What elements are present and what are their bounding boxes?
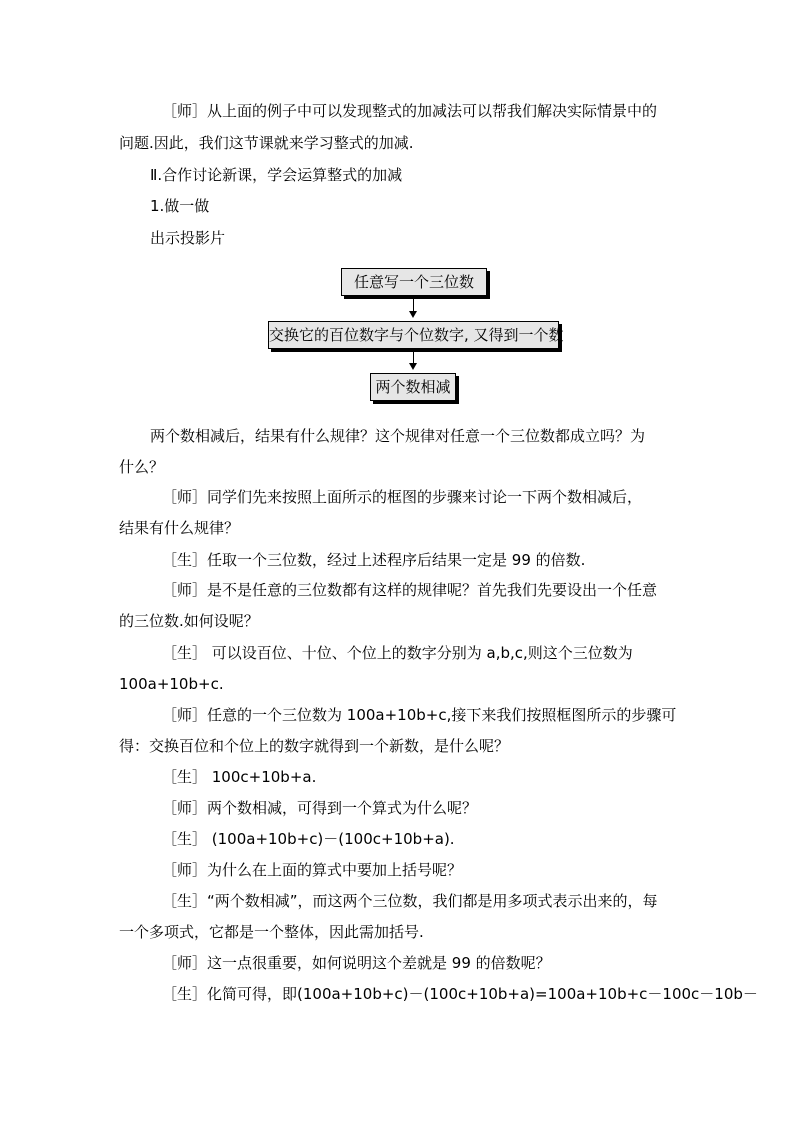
question-line1: 两个数相减后，结果有什么规律？这个规律对任意一个三位数都成立吗？为 — [150, 427, 646, 445]
flowchart-arrow-1 — [413, 298, 414, 312]
teacher-line1: ［师］同学们先来按照上面所示的框图的步骤来讨论一下两个数相减后， — [162, 488, 643, 506]
flowchart-step-2: 交换它的百位数字与个位数字, 又得到一个数 — [268, 321, 559, 349]
teacher-question-2-line1: ［师］是不是任意的三位数都有这样的规律呢？首先我们先要设出一个任意 — [162, 581, 658, 599]
student-answer-5-line2: 一个多项式，它都是一个整体，因此需加括号. — [119, 923, 424, 941]
subheading-do-it: 1.做一做 — [150, 197, 210, 215]
question-line2: 什么？ — [119, 458, 165, 476]
student-answer-3: ［生］ 100c+10b+a. — [162, 768, 317, 786]
teacher-question-4: ［师］两个数相减，可得到一个算式为什么呢？ — [162, 799, 478, 817]
paragraph-intro-line2: 问题.因此，我们这节课就来学习整式的加减. — [119, 134, 414, 152]
student-answer-4: ［生］ (100a+10b+c)－(100c+10b+a). — [162, 830, 455, 848]
teacher-question-3-line2: 得：交换百位和个位上的数字就得到一个新数，是什么呢？ — [119, 737, 510, 755]
flowchart-arrowhead-1 — [409, 311, 417, 318]
student-answer-6: ［生］化简可得，即(100a+10b+c)－(100c+10b+a)=100a+10b+c－100c－10b－ — [162, 985, 758, 1003]
teacher-line2: 结果有什么规律？ — [119, 519, 240, 537]
teacher-question-6: ［师］这一点很重要，如何说明这个差就是 99 的倍数呢？ — [162, 954, 551, 972]
flowchart-step-1: 任意写一个三位数 — [341, 268, 487, 296]
student-answer-2-line1: ［生］ 可以设百位、十位、个位上的数字分别为 a,b,c,则这个三位数为 — [162, 644, 633, 662]
teacher-question-5: ［师］为什么在上面的算式中要加上括号呢？ — [162, 861, 463, 879]
flowchart-arrowhead-2 — [409, 363, 417, 370]
paragraph-intro-line1: ［师］从上面的例子中可以发现整式的加减法可以帮我们解决实际情景中的 — [162, 102, 658, 120]
student-answer-5-line1: ［生］“两个数相减”，而这两个三位数，我们都是用多项式表示出来的，每 — [162, 892, 658, 910]
teacher-question-3-line1: ［师］任意的一个三位数为 100a+10b+c,接下来我们按照框图所示的步骤可 — [162, 706, 677, 724]
teacher-question-2-line2: 的三位数.如何设呢？ — [119, 612, 259, 630]
show-slide-text: 出示投影片 — [150, 229, 226, 247]
section-heading: Ⅱ.合作讨论新课，学会运算整式的加减 — [150, 166, 403, 184]
student-answer-1: ［生］任取一个三位数，经过上述程序后结果一定是 99 的倍数. — [162, 551, 586, 569]
student-answer-2-line2: 100a+10b+c. — [119, 675, 224, 693]
flowchart-step-3: 两个数相减 — [370, 373, 456, 401]
